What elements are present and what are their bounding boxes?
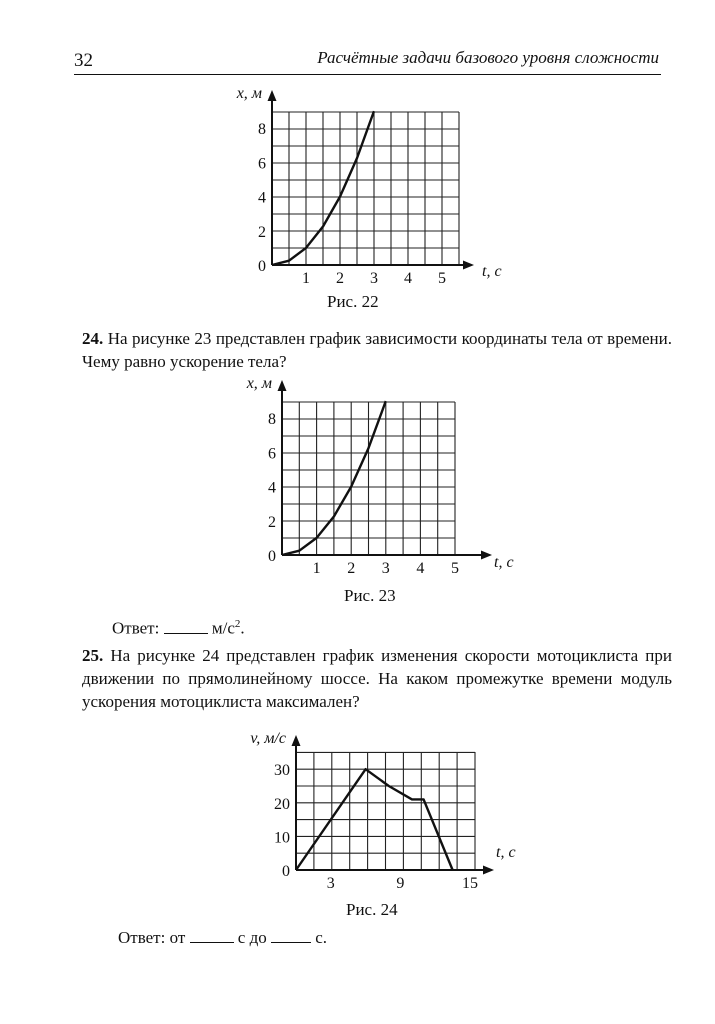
y-axis-label: x, м <box>236 85 262 102</box>
problem-24-number: 24. <box>82 329 104 348</box>
y-tick-label: 6 <box>258 155 266 173</box>
x-tick-label: 5 <box>451 560 459 577</box>
x-tick-label: 5 <box>438 270 446 287</box>
running-head: Расчётные задачи базового уровня сложности <box>317 48 659 67</box>
answer-24-end: . <box>240 618 245 638</box>
answer-25 <box>118 928 327 948</box>
y-tick-label: 0 <box>258 258 266 275</box>
page-number: 32 <box>74 50 93 71</box>
answer-24-label: Ответ: <box>112 618 160 638</box>
y-tick-label: 0 <box>282 863 290 880</box>
x-tick-label: 15 <box>462 875 478 892</box>
y-tick-label: 8 <box>258 121 266 139</box>
y-tick-label: 4 <box>258 189 266 207</box>
x-axis-label: t, с <box>494 554 514 571</box>
y-axis-label: v, м/с <box>250 730 286 747</box>
answer-24-exponent: 2 <box>234 618 241 630</box>
x-tick-label: 9 <box>396 875 405 892</box>
answer-25-end: с. <box>315 928 328 947</box>
y-tick-label: 4 <box>268 479 276 497</box>
x-axis-label: t, с <box>482 263 502 280</box>
y-tick-label: 2 <box>268 513 276 531</box>
y-tick-label: 6 <box>268 445 276 463</box>
problem-24-text: На рисунке 23 представлен график зависимости координаты тела от времени. Чему равно ускорение тела? <box>82 329 673 371</box>
answer-25-label: Ответ: от <box>118 928 186 947</box>
answer-25-mid: с до <box>237 928 267 947</box>
problem-25-number: 25. <box>82 646 104 665</box>
x-tick-label: 2 <box>336 270 344 287</box>
answer-24-unit: м/с <box>211 618 235 638</box>
answer-25-blank-to[interactable] <box>271 928 311 943</box>
problem-25-text: На рисунке 24 представлен график изменения скорости мотоциклиста при движении по прямолинейному шоссе. На каком промежутке времени модуль ускорения мотоциклиста максимален? <box>82 646 672 711</box>
x-tick-label: 1 <box>302 270 310 287</box>
y-tick-label: 0 <box>268 548 276 565</box>
answer-25-blank-from[interactable] <box>190 928 234 943</box>
x-tick-label: 3 <box>370 270 378 287</box>
x-tick-label: 3 <box>381 560 390 577</box>
x-tick-label: 2 <box>347 560 356 577</box>
y-tick-label: 2 <box>258 223 266 241</box>
x-tick-label: 4 <box>416 560 425 577</box>
y-axis-arrow <box>292 735 301 746</box>
y-tick-label: 30 <box>274 762 290 780</box>
y-tick-label: 20 <box>274 795 290 813</box>
figure-23-caption: Рис. 23 <box>344 586 396 605</box>
y-axis-label: x, м <box>246 375 272 392</box>
x-tick-label: 3 <box>326 875 335 892</box>
y-tick-label: 10 <box>274 829 290 847</box>
x-tick-label: 4 <box>404 270 412 287</box>
figure-22-caption: Рис. 22 <box>327 292 379 311</box>
x-tick-label: 1 <box>312 560 321 577</box>
y-tick-label: 8 <box>268 411 276 429</box>
figure-24-caption: Рис. 24 <box>346 900 398 919</box>
x-axis-arrow <box>483 866 494 875</box>
x-axis-label: t, с <box>496 844 516 861</box>
